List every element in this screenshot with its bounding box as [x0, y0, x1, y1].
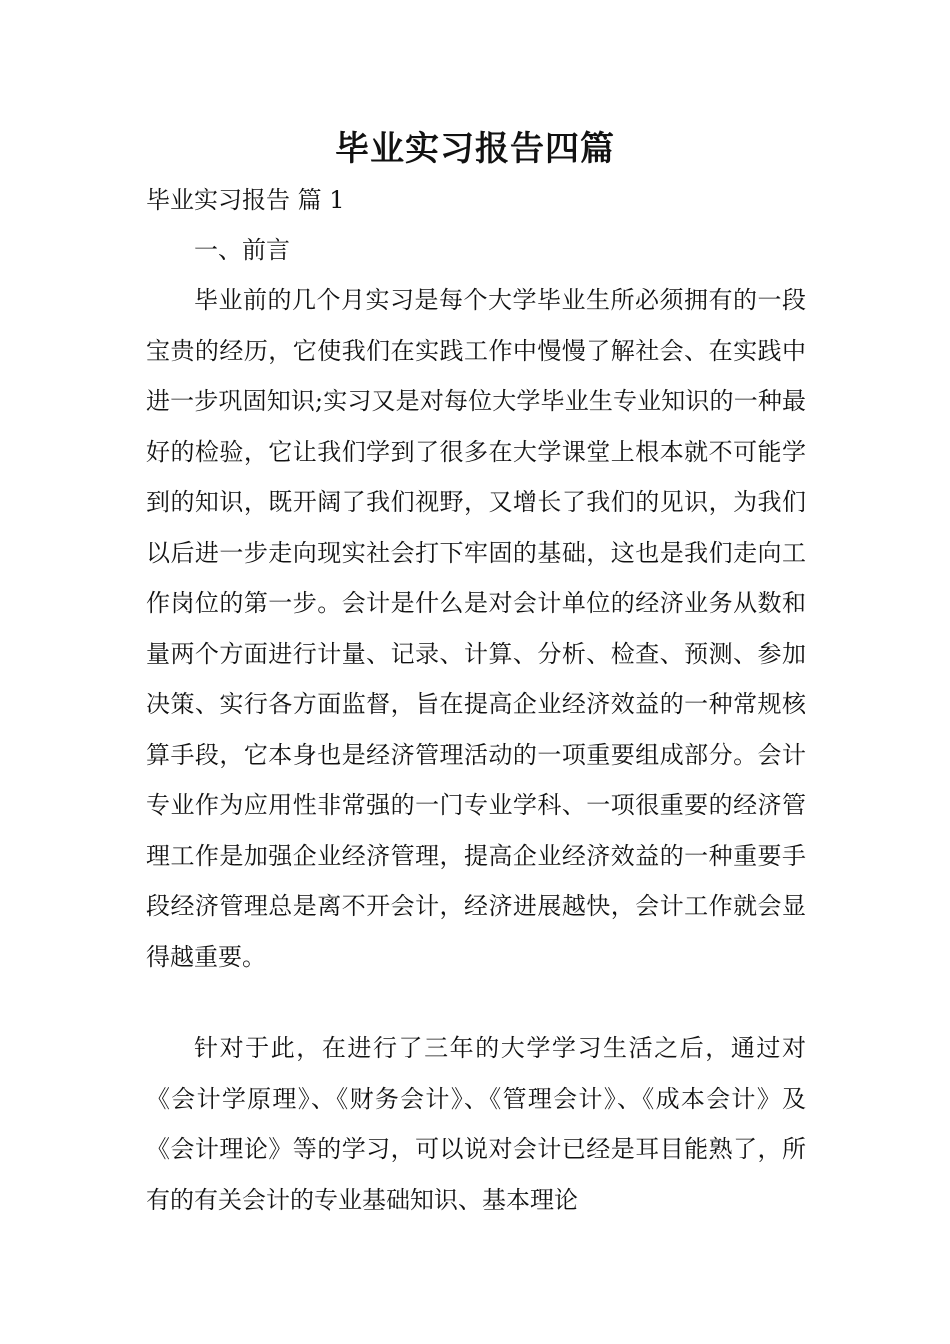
- paragraph-1: 毕业前的几个月实习是每个大学毕业生所必须拥有的一段宝贵的经历，它使我们在实践工作中慢慢了解社会、在实践中进一步巩固知识;实习又是对每位大学毕业生专业知识的一种最好的检验，它让我们学到了很多在大学课堂上根本就不可能学到的知识，既开阔了我们视野，又增长了我们的见识，为我们以后进一步走向现实社会打下牢固的基础，这也是我们走向工作岗位的第一步。会计是什么是对会计单位的经济业务从数和量两个方面进行计量、记录、计算、分析、检查、预测、参加决策、实行各方面监督，旨在提高企业经济效益的一种常规核算手段，它本身也是经济管理活动的一项重要组成部分。会计专业作为应用性非常强的一门专业学科、一项很重要的经济管理工作是加强企业经济管理，提高企业经济效益的一种重要手段经济管理总是离不开会计，经济进展越快，会计工作就会显得越重要。: [146, 286, 806, 971]
- document-subtitle: 毕业实习报告 篇 1: [146, 186, 345, 214]
- document-title: 毕业实习报告四篇: [335, 129, 615, 169]
- section-heading: 一、前言: [194, 236, 290, 264]
- paragraph-2: 针对于此，在进行了三年的大学学习生活之后，通过对《会计学原理》、《财务会计》、《管理会计》、《成本会计》及《会计理论》等的学习，可以说对会计已经是耳目能熟了，所有的有关会计的专业基础知识、基本理论: [146, 1034, 806, 1214]
